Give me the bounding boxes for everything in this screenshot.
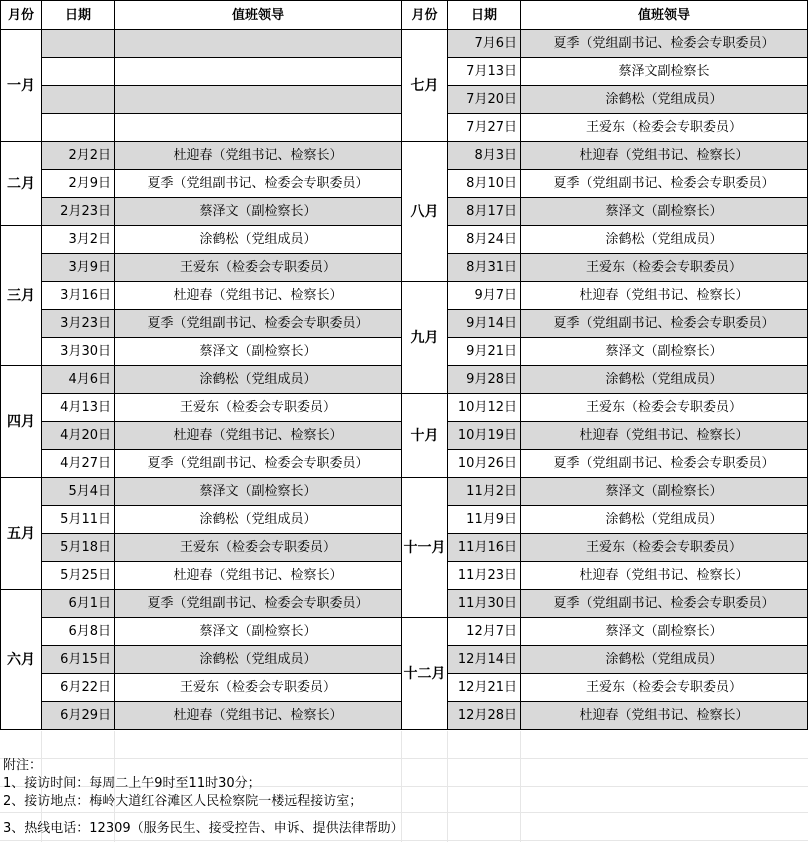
leader-cell-left: 王爱东（检委会专职委员） bbox=[115, 534, 402, 562]
header-leader-left: 值班领导 bbox=[115, 0, 402, 30]
date-cell-right: 7月27日 bbox=[448, 114, 521, 142]
month-cell-left: 四月 bbox=[0, 366, 42, 478]
leader-cell-left: 夏季（党组副书记、检委会专职委员） bbox=[115, 310, 402, 338]
date-cell-right: 9月7日 bbox=[448, 282, 521, 310]
leader-cell-left: 夏季（党组副书记、检委会专职委员） bbox=[115, 590, 402, 618]
leader-cell-left: 涂鹤松（党组成员） bbox=[115, 506, 402, 534]
month-cell-right: 十月 bbox=[402, 394, 448, 478]
date-cell-right: 7月20日 bbox=[448, 86, 521, 114]
notes-hotline: 3、热线电话：12309（服务民生、接受控告、申诉、提供法律帮助） bbox=[3, 821, 404, 836]
date-cell-right: 11月30日 bbox=[448, 590, 521, 618]
leader-cell-left: 涂鹤松（党组成员） bbox=[115, 226, 402, 254]
date-cell-left: 5月18日 bbox=[42, 534, 115, 562]
month-cell-right: 十二月 bbox=[402, 618, 448, 730]
date-cell-right: 8月3日 bbox=[448, 142, 521, 170]
leader-cell-right: 夏季（党组副书记、检委会专职委员） bbox=[521, 450, 808, 478]
month-cell-right: 八月 bbox=[402, 142, 448, 282]
date-cell-right: 8月17日 bbox=[448, 198, 521, 226]
date-cell-left: 6月8日 bbox=[42, 618, 115, 646]
date-cell-left bbox=[42, 30, 115, 58]
month-cell-right: 七月 bbox=[402, 30, 448, 142]
date-cell-left: 4月13日 bbox=[42, 394, 115, 422]
date-cell-left: 2月9日 bbox=[42, 170, 115, 198]
leader-cell-right: 蔡泽文（副检察长） bbox=[521, 338, 808, 366]
leader-cell-right: 蔡泽文（副检察长） bbox=[521, 478, 808, 506]
month-cell-left: 一月 bbox=[0, 30, 42, 142]
date-cell-left: 4月27日 bbox=[42, 450, 115, 478]
date-cell-left: 2月23日 bbox=[42, 198, 115, 226]
date-cell-left: 2月2日 bbox=[42, 142, 115, 170]
leader-cell-right: 杜迎春（党组书记、检察长） bbox=[521, 702, 808, 730]
date-cell-right: 11月2日 bbox=[448, 478, 521, 506]
date-cell-left: 5月11日 bbox=[42, 506, 115, 534]
date-cell-left: 6月29日 bbox=[42, 702, 115, 730]
date-cell-right: 10月19日 bbox=[448, 422, 521, 450]
date-cell-right: 7月13日 bbox=[448, 58, 521, 86]
header-date-right: 日期 bbox=[448, 0, 521, 30]
leader-cell-right: 王爱东（检委会专职委员） bbox=[521, 534, 808, 562]
header-leader-right: 值班领导 bbox=[521, 0, 808, 30]
gridline bbox=[520, 731, 521, 842]
leader-cell-left: 杜迎春（党组书记、检察长） bbox=[115, 562, 402, 590]
leader-cell-left bbox=[115, 58, 402, 86]
leader-cell-right: 蔡泽文（副检察长） bbox=[521, 198, 808, 226]
leader-cell-left: 蔡泽文（副检察长） bbox=[115, 198, 402, 226]
date-cell-left bbox=[42, 114, 115, 142]
leader-cell-left: 夏季（党组副书记、检委会专职委员） bbox=[115, 170, 402, 198]
date-cell-right: 11月23日 bbox=[448, 562, 521, 590]
date-cell-right: 12月28日 bbox=[448, 702, 521, 730]
leader-cell-left: 杜迎春（党组书记、检察长） bbox=[115, 422, 402, 450]
leader-cell-left: 王爱东（检委会专职委员） bbox=[115, 254, 402, 282]
leader-cell-right: 杜迎春（党组书记、检察长） bbox=[521, 422, 808, 450]
leader-cell-right: 夏季（党组副书记、检委会专职委员） bbox=[521, 30, 808, 58]
date-cell-left: 3月9日 bbox=[42, 254, 115, 282]
leader-cell-right: 蔡泽文（副检察长） bbox=[521, 618, 808, 646]
gridline bbox=[0, 758, 808, 759]
date-cell-left: 6月15日 bbox=[42, 646, 115, 674]
month-cell-right: 十一月 bbox=[402, 478, 448, 618]
leader-cell-right: 夏季（党组副书记、检委会专职委员） bbox=[521, 170, 808, 198]
leader-cell-right: 王爱东（检委会专职委员） bbox=[521, 114, 808, 142]
date-cell-left: 6月22日 bbox=[42, 674, 115, 702]
date-cell-left: 3月30日 bbox=[42, 338, 115, 366]
date-cell-right: 8月31日 bbox=[448, 254, 521, 282]
month-cell-left: 六月 bbox=[0, 590, 42, 730]
date-cell-left: 6月1日 bbox=[42, 590, 115, 618]
leader-cell-left: 涂鹤松（党组成员） bbox=[115, 646, 402, 674]
date-cell-left: 5月4日 bbox=[42, 478, 115, 506]
month-cell-left: 五月 bbox=[0, 478, 42, 590]
leader-cell-left: 杜迎春（党组书记、检察长） bbox=[115, 142, 402, 170]
gridline bbox=[0, 812, 808, 813]
date-cell-left bbox=[42, 58, 115, 86]
leader-cell-left bbox=[115, 86, 402, 114]
leader-cell-right: 涂鹤松（党组成员） bbox=[521, 86, 808, 114]
leader-cell-right: 杜迎春（党组书记、检察长） bbox=[521, 562, 808, 590]
date-cell-right: 12月14日 bbox=[448, 646, 521, 674]
notes-reception-time: 1、接访时间：每周二上午9时至11时30分； bbox=[3, 776, 261, 791]
date-cell-left: 3月23日 bbox=[42, 310, 115, 338]
date-cell-right: 8月10日 bbox=[448, 170, 521, 198]
date-cell-right: 9月28日 bbox=[448, 366, 521, 394]
leader-cell-left: 王爱东（检委会专职委员） bbox=[115, 674, 402, 702]
gridline bbox=[0, 840, 808, 841]
notes-reception-location: 2、接访地点：梅岭大道红谷滩区人民检察院一楼远程接访室； bbox=[3, 794, 363, 809]
month-cell-right: 九月 bbox=[402, 282, 448, 394]
leader-cell-left: 杜迎春（党组书记、检察长） bbox=[115, 702, 402, 730]
gridline bbox=[447, 731, 448, 842]
leader-cell-left: 涂鹤松（党组成员） bbox=[115, 366, 402, 394]
date-cell-left: 3月16日 bbox=[42, 282, 115, 310]
leader-cell-right: 涂鹤松（党组成员） bbox=[521, 646, 808, 674]
leader-cell-right: 涂鹤松（党组成员） bbox=[521, 226, 808, 254]
date-cell-left bbox=[42, 86, 115, 114]
leader-cell-right: 夏季（党组副书记、检委会专职委员） bbox=[521, 590, 808, 618]
leader-cell-right: 蔡泽文副检察长 bbox=[521, 58, 808, 86]
date-cell-left: 5月25日 bbox=[42, 562, 115, 590]
date-cell-left: 3月2日 bbox=[42, 226, 115, 254]
date-cell-left: 4月20日 bbox=[42, 422, 115, 450]
date-cell-right: 9月21日 bbox=[448, 338, 521, 366]
date-cell-right: 10月12日 bbox=[448, 394, 521, 422]
leader-cell-right: 杜迎春（党组书记、检察长） bbox=[521, 282, 808, 310]
date-cell-left: 4月6日 bbox=[42, 366, 115, 394]
leader-cell-left: 蔡泽文（副检察长） bbox=[115, 338, 402, 366]
month-cell-left: 三月 bbox=[0, 226, 42, 366]
leader-cell-left bbox=[115, 114, 402, 142]
date-cell-right: 7月6日 bbox=[448, 30, 521, 58]
leader-cell-right: 王爱东（检委会专职委员） bbox=[521, 674, 808, 702]
leader-cell-right: 杜迎春（党组书记、检察长） bbox=[521, 142, 808, 170]
date-cell-right: 11月16日 bbox=[448, 534, 521, 562]
leader-cell-right: 夏季（党组副书记、检委会专职委员） bbox=[521, 310, 808, 338]
leader-cell-right: 涂鹤松（党组成员） bbox=[521, 366, 808, 394]
date-cell-right: 8月24日 bbox=[448, 226, 521, 254]
month-cell-left: 二月 bbox=[0, 142, 42, 226]
leader-cell-left: 杜迎春（党组书记、检察长） bbox=[115, 282, 402, 310]
date-cell-right: 9月14日 bbox=[448, 310, 521, 338]
header-date-left: 日期 bbox=[42, 0, 115, 30]
date-cell-right: 11月9日 bbox=[448, 506, 521, 534]
header-month-left: 月份 bbox=[0, 0, 42, 30]
leader-cell-left: 蔡泽文（副检察长） bbox=[115, 478, 402, 506]
date-cell-right: 10月26日 bbox=[448, 450, 521, 478]
leader-cell-left: 夏季（党组副书记、检委会专职委员） bbox=[115, 450, 402, 478]
leader-cell-left: 王爱东（检委会专职委员） bbox=[115, 394, 402, 422]
leader-cell-right: 涂鹤松（党组成员） bbox=[521, 506, 808, 534]
header-month-right: 月份 bbox=[402, 0, 448, 30]
leader-cell-left bbox=[115, 30, 402, 58]
leader-cell-right: 王爱东（检委会专职委员） bbox=[521, 254, 808, 282]
date-cell-right: 12月21日 bbox=[448, 674, 521, 702]
date-cell-right: 12月7日 bbox=[448, 618, 521, 646]
notes-title: 附注： bbox=[3, 758, 43, 773]
leader-cell-right: 王爱东（检委会专职委员） bbox=[521, 394, 808, 422]
leader-cell-left: 蔡泽文（副检察长） bbox=[115, 618, 402, 646]
